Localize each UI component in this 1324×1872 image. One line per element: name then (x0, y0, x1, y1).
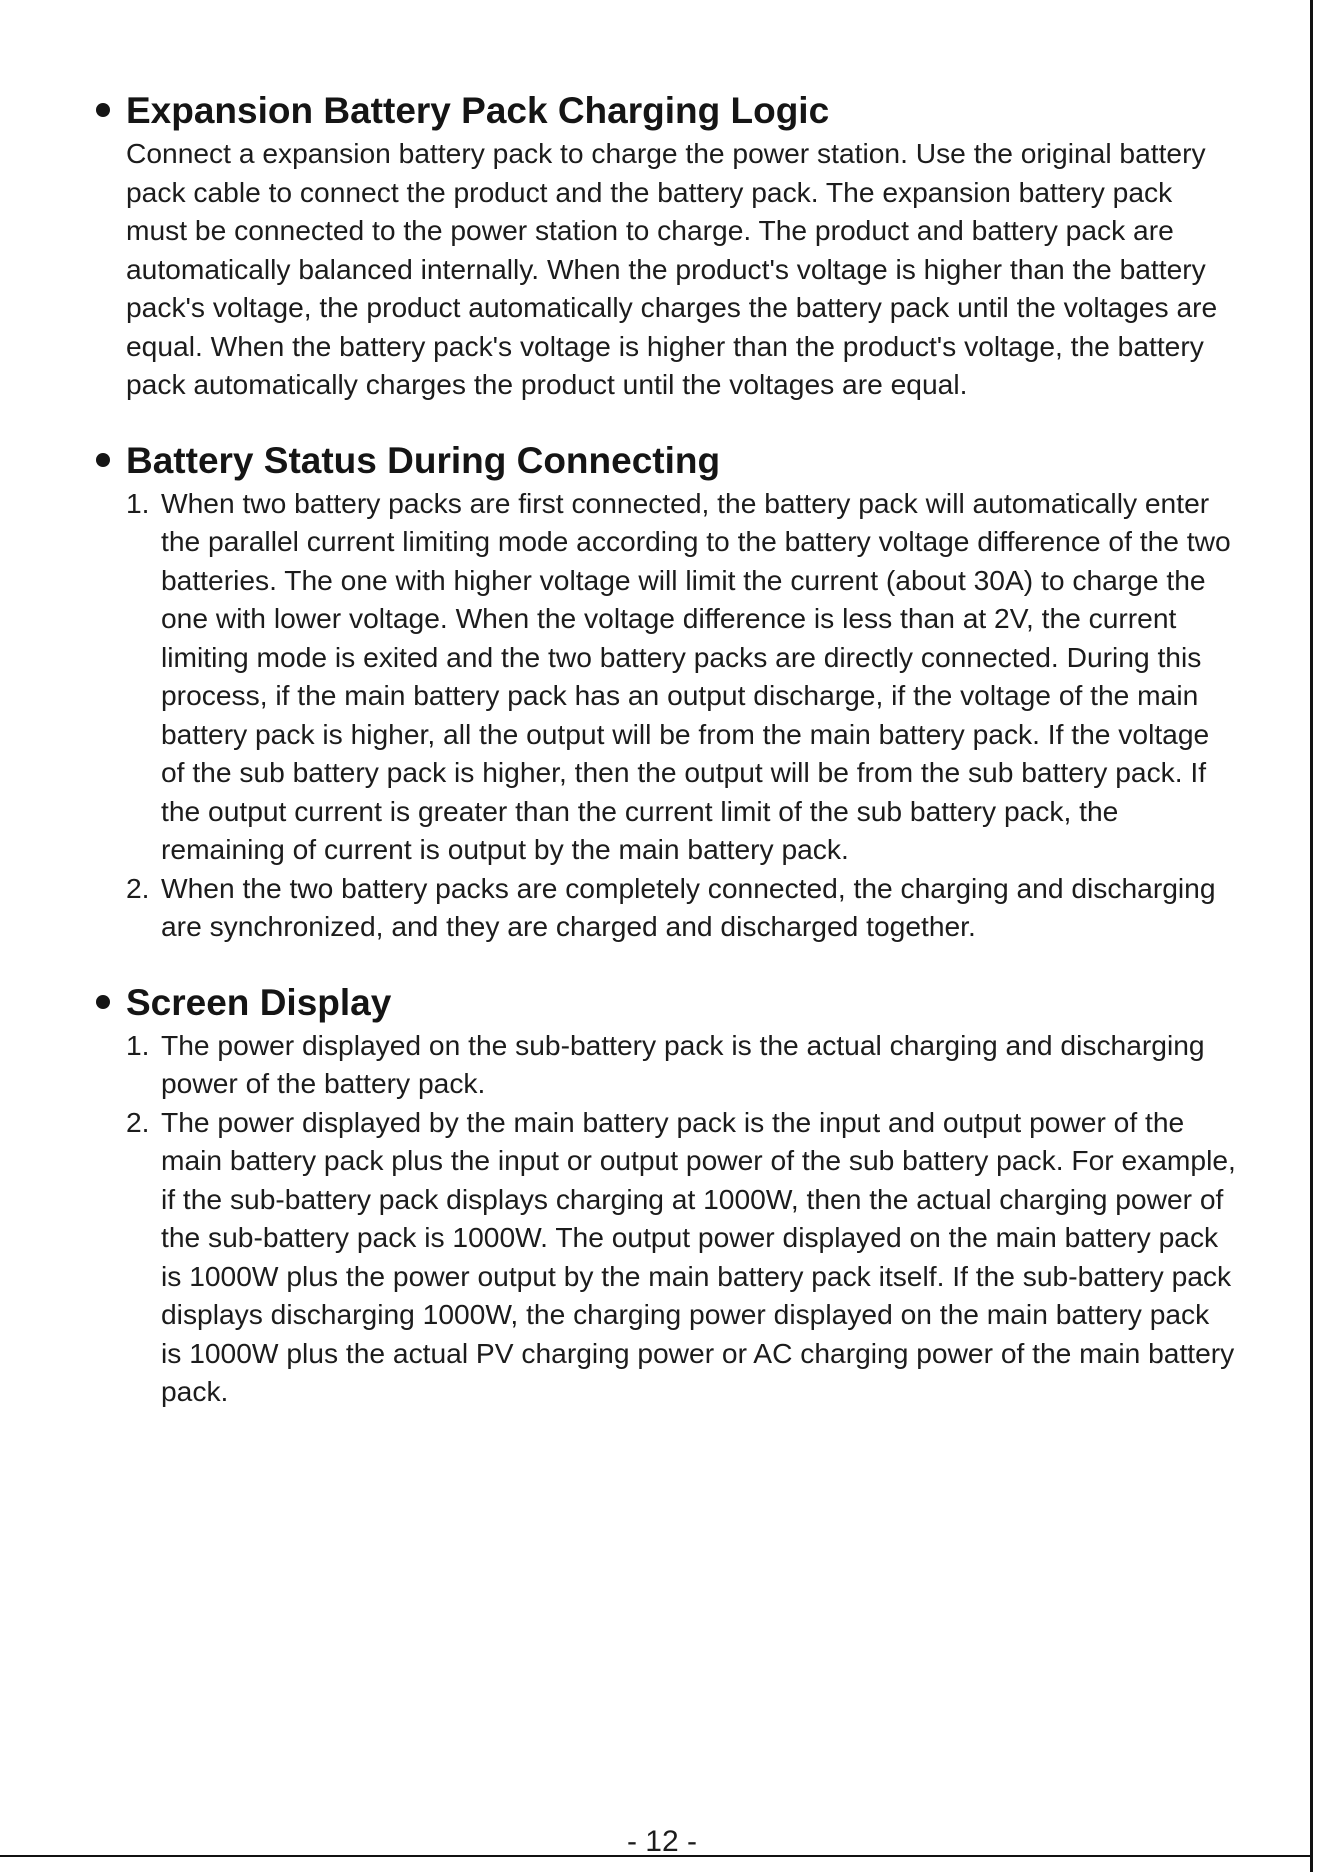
section-battery-status (96, 438, 1236, 946)
list-item (126, 484, 1236, 869)
list-item-text: When two battery packs are first connected, the battery pack will automatically enter the parallel current limiting mode according to the battery voltage difference of the two batteries. The one with higher voltage will limit the current (about 30A) to charge the one with lower voltage. When the voltage difference is less than at 2V, the current limiting mode is exited and the two battery packs are directly connected. During this process, if the main battery pack has an output discharge, if the voltage of the main battery pack is higher, all the output will be from the main battery pack. If the voltage of the sub battery pack is higher, then the output will be from the sub battery pack. If the output current is greater than the current limit of the sub battery pack, the remaining of current is output by the main battery pack. (161, 486, 1231, 865)
page-edge-rule-right (1310, 0, 1313, 1872)
list-item-number: 1. (126, 1028, 150, 1061)
list-item-text: When the two battery packs are completely connected, the charging and discharging are synchronized, and they are charged and discharged together. (161, 871, 1216, 942)
list-item (126, 869, 1236, 946)
bullet-icon (96, 103, 110, 117)
section-heading (96, 438, 1236, 484)
numbered-list (96, 1026, 1236, 1411)
list-item-number: 2. (126, 1105, 150, 1138)
section-heading (96, 88, 1236, 134)
bullet-icon (96, 453, 110, 467)
list-item-text: The power displayed on the sub-battery pack is the actual charging and discharging power of the battery pack. (161, 1028, 1205, 1099)
section-heading-text: Screen Display (126, 981, 392, 1023)
bullet-icon (96, 995, 110, 1009)
list-item-number: 1. (126, 486, 150, 519)
section-heading (96, 980, 1236, 1026)
list-item (126, 1026, 1236, 1103)
section-heading-text: Expansion Battery Pack Charging Logic (126, 90, 830, 131)
section-expansion-charging-logic (96, 88, 1236, 404)
section-heading-text: Battery Status During Connecting (126, 439, 721, 481)
list-item-number: 2. (126, 871, 150, 904)
page-number: - 12 - (626, 1825, 698, 1858)
section-paragraph: Connect a expansion battery pack to charge the power station. Use the original battery pack cable to connect the product and the battery pack. The expansion battery pack must be connected to the power station to charge. The product and battery pack are automatically balanced internally. When the product's voltage is higher than the battery pack's voltage, the product automatically charges the battery pack until the voltages are equal. When the battery pack's voltage is higher than the product's voltage, the battery pack automatically charges the product until the voltages are equal. (126, 137, 1218, 400)
numbered-list (96, 484, 1236, 946)
list-item (126, 1103, 1236, 1411)
section-screen-display (96, 980, 1236, 1411)
list-item-text: The power displayed by the main battery pack is the input and output power of the main battery pack plus the input or output power of the sub battery pack. For example, if the sub-battery pack displays charging at 1000W, then the actual charging power of the sub-battery pack is 1000W. The output power displayed on the main battery pack is 1000W plus the power output by the main battery pack itself. If the sub-battery pack displays discharging 1000W, the charging power displayed on the main battery pack is 1000W plus the actual PV charging power or AC charging power of the main battery pack. (161, 1105, 1236, 1407)
page-content (96, 88, 1236, 1445)
